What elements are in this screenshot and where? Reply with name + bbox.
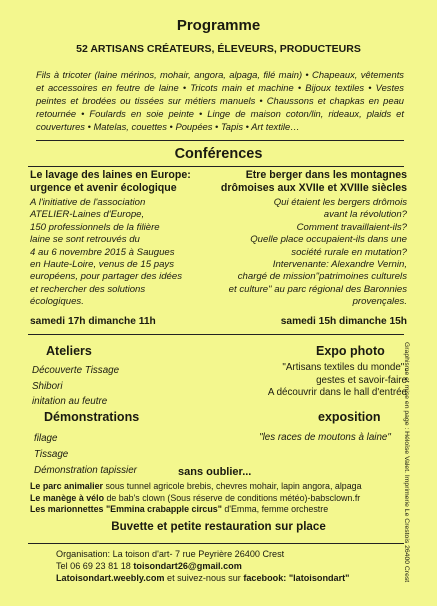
conference-right-title-line: drômoises aux XVIIe et XVIIIe siècles: [220, 182, 407, 194]
description-line: en Haute-Loire, venus de 15 pays: [30, 259, 174, 271]
description-line: 4 au 6 novembre 2015 à Saugues: [30, 246, 175, 258]
divider: [28, 543, 404, 544]
phone-email-line: [56, 560, 350, 572]
artisans-subtitle: 52 ARTISANS CRÉATEURS, ÉLEVEURS, PRODUCTEURS: [76, 43, 361, 55]
follow-text: et suivez-nous sur: [164, 573, 244, 584]
description-line: A l'initiative de l'association: [30, 197, 146, 208]
divider: [28, 166, 404, 167]
products-list: Fils à tricoter (laine mérinos, mohair, angora, alpaga, filé main) • Chapeaux, vêtements et accessoires en feutre de laine • Tricots main et machine • Bijoux textiles • Vestes peintes et brodées ou tissées sur métiers manuels • Chaussons et chapkas en peau retournée • Foulards en soie peinte • Linge de maison coton/lin, rideaux, plaids et couvertures • Matelas, couettes • Poupées • Tapis • Art textile…: [36, 69, 404, 132]
list-item: Démonstration tapissier: [34, 465, 137, 476]
sans-oublier-list: [30, 481, 408, 516]
organisation-line: Organisation: La toison d'art- 7 rue Peyrière 26400 Crest: [56, 549, 285, 559]
demonstrations-title: Démonstrations: [44, 410, 140, 424]
description-line: 150 professionnels de la filière: [30, 221, 160, 233]
contact-block: [56, 548, 350, 585]
expo-photo-description: [207, 362, 407, 400]
description-line: A découvrir dans le hall d'entrée: [267, 387, 407, 399]
list-item: filage: [34, 433, 58, 444]
list-item: initation au feutre: [32, 396, 108, 407]
facebook-handle[interactable]: "latoisondart": [286, 573, 350, 584]
demonstrations-list: [34, 431, 137, 479]
conference-left-title-line: Le lavage des laines en Europe:: [30, 169, 191, 181]
expo-photo-title: Expo photo: [316, 344, 385, 358]
description-line: et culture" au parc régional des Baronnies: [228, 283, 407, 295]
description-line: avant la révolution?: [323, 209, 407, 221]
description-line: Qui étaient les bergers drômois: [273, 197, 407, 208]
phone: Tel 06 69 23 81 18: [56, 561, 134, 572]
side-credit: Graphisme et mise en page : Héloïse Valet. Imprimerie Le Crestois 26400 Crest: [403, 342, 410, 583]
description-line: société rurale en mutation?: [291, 246, 407, 258]
description-line: et rechercher des solutions: [30, 283, 146, 295]
description-line: ATELIER-Laines d'Europe,: [30, 209, 145, 221]
description-line: européens, pour partager des idées: [30, 271, 183, 283]
ateliers-list: [32, 363, 119, 410]
item-name: Les marionnettes "Emmina crabapple circus": [30, 504, 222, 515]
divider: [36, 140, 404, 141]
divider: [28, 334, 404, 335]
list-item: Tissage: [34, 449, 69, 460]
item-name: Le manège à vélo: [30, 492, 104, 503]
conference-right-schedule: samedi 15h dimanche 15h: [280, 316, 407, 327]
email-link[interactable]: toisondart26@gmail.com: [133, 561, 242, 572]
description-line: écologiques.: [30, 296, 84, 308]
description-line: chargé de mission"patrimoines culturels: [237, 271, 407, 283]
description-line: laine se sont retrouvés du: [30, 234, 140, 246]
list-item: Découverte Tissage: [32, 365, 120, 376]
description-line: provençales.: [352, 296, 407, 308]
web-line: [56, 572, 350, 584]
item-detail: sous tunnel agricole brebis, chevres mohair, lapin angora, alpaga: [103, 481, 362, 491]
description-line: gestes et savoir-faire: [316, 374, 407, 386]
facebook-label: facebook:: [243, 573, 287, 584]
conference-right-title-line: Etre berger dans les montagnes: [245, 169, 407, 181]
conference-right-description: [197, 197, 407, 309]
item-detail: d'Emma, femme orchestre: [221, 504, 329, 515]
description-line: Quelle place occupaient-ils dans une: [250, 234, 407, 246]
ateliers-title: Ateliers: [46, 344, 92, 358]
programme-title: Programme: [176, 17, 261, 34]
buvette-heading: Buvette et petite restauration sur place: [111, 520, 326, 533]
exposition-description: "les races de moutons à laine": [259, 432, 391, 443]
list-item: [30, 493, 408, 505]
website-link[interactable]: Latoisondart.weebly.com: [56, 573, 165, 584]
conference-left-title-line: urgence et avenir écologique: [30, 182, 177, 194]
list-item: [30, 504, 408, 516]
sans-oublier-title: sans oublier...: [178, 466, 252, 478]
list-item: Shibori: [32, 380, 63, 392]
conference-left-schedule: samedi 17h dimanche 11h: [30, 316, 156, 327]
exposition-title: exposition: [318, 410, 381, 424]
item-name: Le parc animalier: [30, 481, 104, 491]
description-line: Comment travaillaient-ils?: [296, 221, 407, 233]
list-item: [30, 481, 408, 493]
description-line: "Artisans textiles du monde",: [282, 362, 407, 373]
conference-left-description: [30, 197, 220, 309]
conferences-title: Conférences: [174, 146, 263, 162]
item-detail: de bab's clown (Sous réserve de conditions météo)-babsclown.fr: [104, 492, 361, 503]
conference-right-title: [197, 169, 407, 195]
description-line: Intervenante: Alexandre Vernin,: [272, 259, 407, 271]
